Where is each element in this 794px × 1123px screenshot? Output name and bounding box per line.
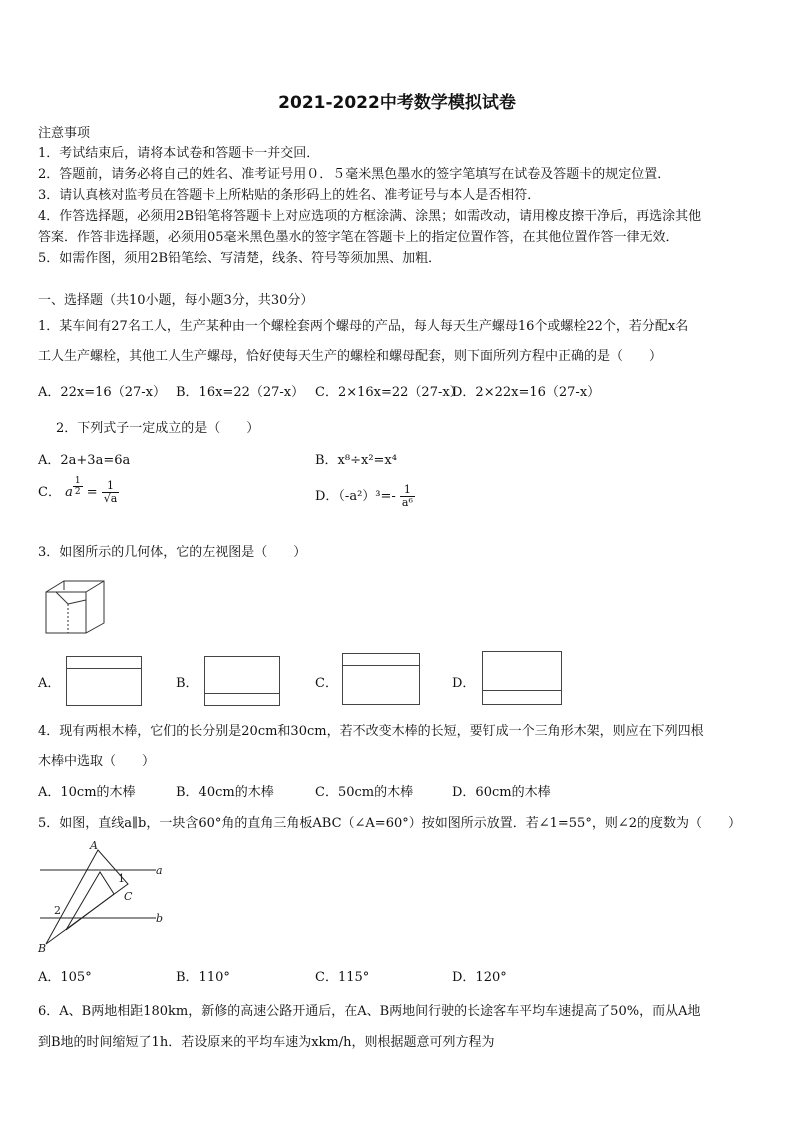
section-heading: 一、选择题（共10小题，每小题3分，共30分） bbox=[38, 293, 314, 308]
q5-option-b: B．110° bbox=[176, 970, 230, 985]
question-4-line1: 4．现有两根木棒，它们的长分别是20cm和30cm，若不改变木棒的长短，要钉成一个三角形木架，则应在下列四根 bbox=[38, 724, 704, 739]
notes-heading: 注意事项 bbox=[38, 126, 91, 141]
angle-label-1: 1 bbox=[118, 872, 125, 885]
line-label-a: a bbox=[156, 864, 163, 877]
fraction-denominator: a⁶ bbox=[401, 496, 413, 509]
q2-option-d-label: D．（-a²）³=- bbox=[315, 489, 396, 504]
q5-triangle-figure bbox=[36, 836, 166, 958]
fraction-denominator: √a bbox=[103, 492, 118, 505]
q2-option-a: A．2a+3a=6a bbox=[38, 453, 131, 468]
q4-option-a: A．10cm的木棒 bbox=[38, 785, 136, 800]
exponent-denominator: 2 bbox=[74, 487, 81, 497]
q5-option-a: A．105° bbox=[38, 970, 92, 985]
line-label-b: b bbox=[156, 912, 164, 925]
q4-option-c: C．50cm的木棒 bbox=[315, 785, 414, 800]
q3-option-c: C． bbox=[315, 676, 338, 691]
question-5-stem: 5．如图，直线a∥b，一块含60°角的直角三角板ABC（∠A=60°）按如图所示放置．若∠1=55°，则∠2的度数为（ ） bbox=[38, 816, 741, 831]
q2-option-c-exponent bbox=[73, 476, 83, 497]
q3-option-d-view bbox=[482, 651, 562, 705]
notes-item: 1．考试结束后，请将本试卷和答题卡一并交回． bbox=[38, 146, 320, 161]
q1-option-b: B．16x=22（27-x） bbox=[176, 385, 305, 400]
fraction-numerator: 1 bbox=[102, 480, 120, 493]
q3-option-b: B． bbox=[176, 676, 199, 691]
vertex-label-a: A bbox=[90, 839, 98, 852]
notes-item: 5．如需作图，须用2B铅笔绘、写清楚，线条、符号等须加黑、加粗． bbox=[38, 251, 442, 266]
q1-option-d: D．2×22x=16（27-x） bbox=[452, 385, 601, 400]
question-6-line2: 到B地的时间缩短了1h．若设原来的平均车速为xkm/h，则根据题意可列方程为 bbox=[38, 1035, 495, 1050]
q3-option-a: A． bbox=[38, 676, 61, 691]
vertex-label-b: B bbox=[38, 942, 47, 955]
q1-option-c: C．2×16x=22（27-x） bbox=[315, 385, 463, 400]
fraction-numerator: 1 bbox=[400, 484, 415, 497]
q3-option-b-view bbox=[204, 656, 280, 706]
angle-label-2: 2 bbox=[54, 904, 61, 917]
vertex-label-c: C bbox=[124, 890, 133, 903]
question-6-line1: 6．A、B两地相距180km，新修的高速公路开通后，在A、B两地间行驶的长途客车平均车速提高了50%，而从A地 bbox=[38, 1004, 701, 1019]
q4-option-b: B．40cm的木棒 bbox=[176, 785, 274, 800]
q2-option-b: B．x⁸÷x²=x⁴ bbox=[315, 453, 397, 468]
notes-item: 2．答题前，请务必将自己的姓名、准考证号用０．５毫米黑色墨水的签字笔填写在试卷及答题卡的规定位置． bbox=[38, 167, 671, 182]
question-3-stem: 3．如图所示的几何体，它的左视图是（ ） bbox=[38, 545, 307, 560]
q3-option-c-view bbox=[342, 653, 420, 705]
q3-option-a-view bbox=[66, 656, 142, 706]
question-1-line1: 1．某车间有27名工人，生产某种由一个螺栓套两个螺母的产品，每人每天生产螺母16个或螺栓22个，若分配x名 bbox=[38, 319, 689, 334]
notes-item: 3．请认真核对监考员在答题卡上所粘贴的条形码上的姓名、准考证号与本人是否相符． bbox=[38, 188, 541, 203]
q3-option-d: D． bbox=[452, 676, 476, 691]
notes-item: 4．作答选择题，必须用2B铅笔将答题卡上对应选项的方框涂满、涂黑；如需改动，请用橡皮擦干净后，再选涂其他 bbox=[38, 209, 702, 224]
q2-option-c: C． a $\frac{1}{2}$ = $\frac{1}{√a}$ bbox=[38, 476, 118, 505]
exponent-numerator: 1 bbox=[74, 476, 81, 486]
question-4-line2: 木棒中选取（ ） bbox=[38, 754, 156, 769]
q2-option-c-base: a bbox=[65, 485, 73, 500]
q2-option-c-label: C． bbox=[38, 485, 61, 500]
page-title: 2021-2022中考数学模拟试卷 bbox=[278, 93, 516, 113]
q5-option-d: D．120° bbox=[452, 970, 507, 985]
q2-option-d-fraction bbox=[400, 484, 415, 509]
question-2-stem: 2．下列式子一定成立的是（ ） bbox=[56, 421, 260, 436]
question-1-line2: 工人生产螺栓，其他工人生产螺母，恰好使每天生产的螺栓和螺母配套，则下面所列方程中正确的是（ ） bbox=[38, 349, 663, 364]
notes-item: 答案．作答非选择题，必须用05毫米黑色墨水的签字笔在答题卡上的指定位置作答，在其他位置作答一律无效． bbox=[38, 230, 679, 245]
q2-option-d bbox=[315, 484, 415, 509]
q1-option-a: A．22x=16（27-x） bbox=[38, 385, 166, 400]
q4-option-d: D．60cm的木棒 bbox=[452, 785, 551, 800]
q5-option-c: C．115° bbox=[315, 970, 370, 985]
q3-solid-figure bbox=[42, 578, 108, 636]
q2-option-c-fraction bbox=[102, 480, 120, 505]
